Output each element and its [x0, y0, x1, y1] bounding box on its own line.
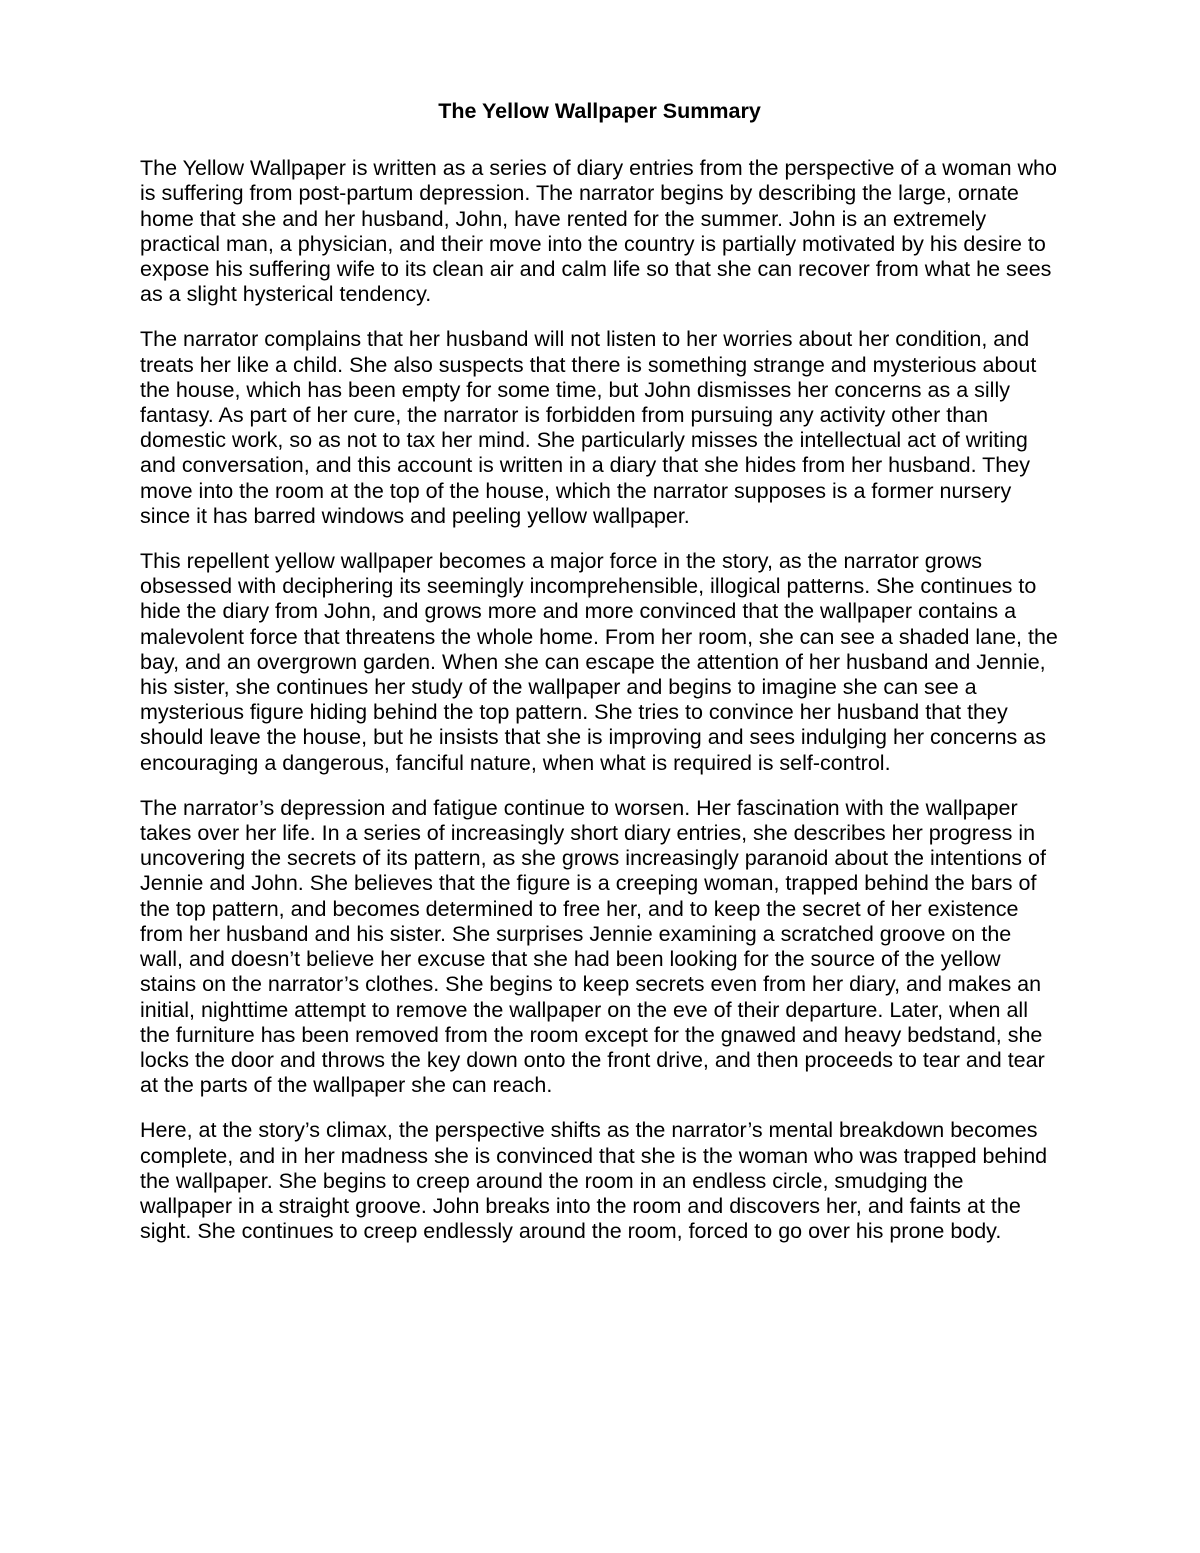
- paragraph-2: The narrator complains that her husband will not listen to her worries about her condition, and treats her like a child. She also suspects that there is something strange and mysterious about the house, which has been empty for some time, but John dismisses her concerns as a silly fantasy. As part of her cure, the narrator is forbidden from pursuing any activity other than domestic work, so as not to tax her mind. She particularly misses the intellectual act of writing and conversation, and this account is written in a diary that she hides from her husband. They move into the room at the top of the house, which the narrator supposes is a former nursery since it has barred windows and peeling yellow wallpaper.: [140, 327, 1037, 528]
- document-title: The Yellow Wallpaper Summary: [438, 99, 761, 123]
- paragraph-5: Here, at the story’s climax, the perspective shifts as the narrator’s mental breakdown becomes complete, and in her madness she is convinced that she is the woman who was trapped behind the wallpaper. She begins to creep around the room in an endless circle, smudging the wallpaper in a straight groove. John breaks into the room and discovers her, and faints at the sight. She continues to creep endlessly around the room, forced to go over his prone body.: [140, 1118, 1048, 1244]
- paragraph-4: The narrator’s depression and fatigue continue to worsen. Her fascination with the wallpaper takes over her life. In a series of increasingly short diary entries, she describes her progress in uncovering the secrets of its pattern, as she grows increasingly paranoid about the intentions of Jennie and John. She believes that the figure is a creeping woman, trapped behind the bars of the top pattern, and becomes determined to free her, and to keep the secret of her existence from her husband and his sister. She surprises Jennie examining a scratched groove on the wall, and doesn’t believe her excuse that she had been looking for the source of the yellow stains on the narrator’s clothes. She begins to keep secrets even from her diary, and makes an initial, nighttime attempt to remove the wallpaper on the eve of their departure. Later, when all the furniture has been removed from the room except for the gnawed and heavy bedstand, she locks the door and throws the key down onto the front drive, and then proceeds to tear and tear at the parts of the wallpaper she can reach.: [140, 795, 1046, 1098]
- paragraph-3: This repellent yellow wallpaper becomes a major force in the story, as the narrator grows obsessed with deciphering its seemingly incomprehensible, illogical patterns. She continues to hide the diary from John, and grows more and more convinced that the wallpaper contains a malevolent force that threatens the whole home. From her room, she can see a shaded lane, the bay, and an overgrown garden. When she can escape the attention of her husband and Jennie, his sister, she continues her study of the wallpaper and begins to imagine she can see a mysterious figure hiding behind the top pattern. She tries to convince her husband that they should leave the house, but he insists that she is improving and sees indulging her concerns as encouraging a dangerous, fanciful nature, when what is required is self-control.: [140, 549, 1058, 775]
- paragraph-1: The Yellow Wallpaper is written as a series of diary entries from the perspective of a woman who is suffering from post-partum depression. The narrator begins by describing the large, ornate home that she and her husband, John, have rented for the summer. John is an extremely practical man, a physician, and their move into the country is partially motivated by his desire to expose his suffering wife to its clean air and calm life so that she can recover from what he sees as a slight hysterical tendency.: [140, 156, 1057, 307]
